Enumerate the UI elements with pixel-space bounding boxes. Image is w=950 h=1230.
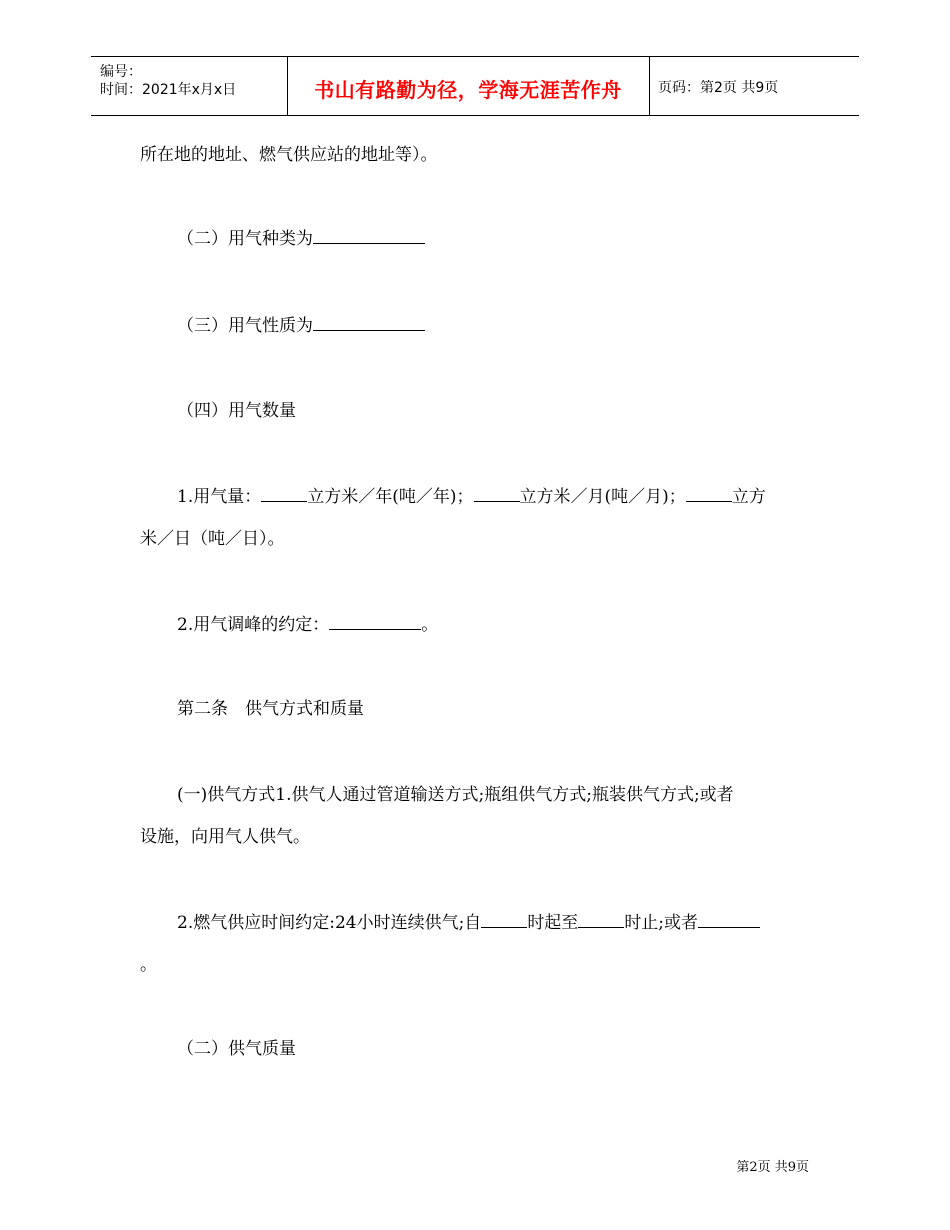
gas-nature-label: （三）用气性质为 — [177, 316, 313, 336]
header-motto: 书山有路勤为径，学海无涯苦作舟 — [314, 78, 622, 102]
body-line-7 — [177, 610, 438, 635]
body-line-12: 。 — [140, 955, 157, 975]
monthly-unit: 立方米／月(吨／月)； — [519, 487, 686, 507]
body-line-5 — [177, 482, 766, 507]
header-motto-cell — [287, 57, 650, 115]
document-header — [91, 56, 859, 116]
body-line-3 — [177, 311, 425, 336]
header-meta-cell — [91, 57, 288, 115]
doc-date-label: 时间：2021年x月x日 — [100, 82, 237, 98]
yearly-unit: 立方米／年(吨／年)； — [307, 487, 474, 507]
peak-regulation-end: 。 — [421, 615, 439, 635]
yearly-volume-blank — [261, 486, 307, 502]
gas-type-label: （二）用气种类为 — [177, 229, 313, 249]
monthly-volume-blank — [474, 486, 520, 502]
end-hour-blank — [578, 912, 624, 928]
body-line-2 — [177, 224, 425, 249]
header-page-info: 页码：第2页 共9页 — [658, 80, 779, 96]
gas-volume-label: 1.用气量： — [177, 487, 262, 507]
header-page-cell — [649, 57, 859, 115]
article-two-heading: 第二条 供气方式和质量 — [177, 699, 364, 719]
other-time-blank — [698, 912, 760, 928]
section-gas-quality: （二）供气质量 — [177, 1039, 296, 1059]
start-hour-blank — [481, 912, 527, 928]
body-line-1: 所在地的地址、燃气供应站的地址等）。 — [140, 145, 438, 165]
daily-volume-blank — [686, 486, 732, 502]
gas-type-blank — [313, 228, 425, 244]
doc-number-label: 编号： — [100, 64, 142, 80]
peak-regulation-label: 2.用气调峰的约定： — [177, 615, 330, 635]
supply-time-or: 时止;或者 — [624, 913, 699, 933]
daily-unit-start: 立方 — [731, 487, 766, 507]
body-line-11 — [177, 908, 760, 933]
body-line-6: 米／日（吨／日）。 — [140, 529, 285, 549]
peak-regulation-blank — [329, 614, 421, 630]
supply-time-middle: 时起至 — [527, 913, 579, 933]
section-gas-quantity: （四）用气数量 — [177, 401, 296, 421]
supply-time-label: 2.燃气供应时间约定:24小时连续供气;自 — [177, 913, 482, 933]
gas-nature-blank — [313, 315, 425, 331]
body-line-9: (一)供气方式1.供气人通过管道输送方式;瓶组供气方式;瓶装供气方式;或者 — [177, 785, 734, 805]
body-line-10: 设施，向用气人供气。 — [140, 827, 310, 847]
footer-page-number: 第2页 共9页 — [736, 1160, 809, 1175]
